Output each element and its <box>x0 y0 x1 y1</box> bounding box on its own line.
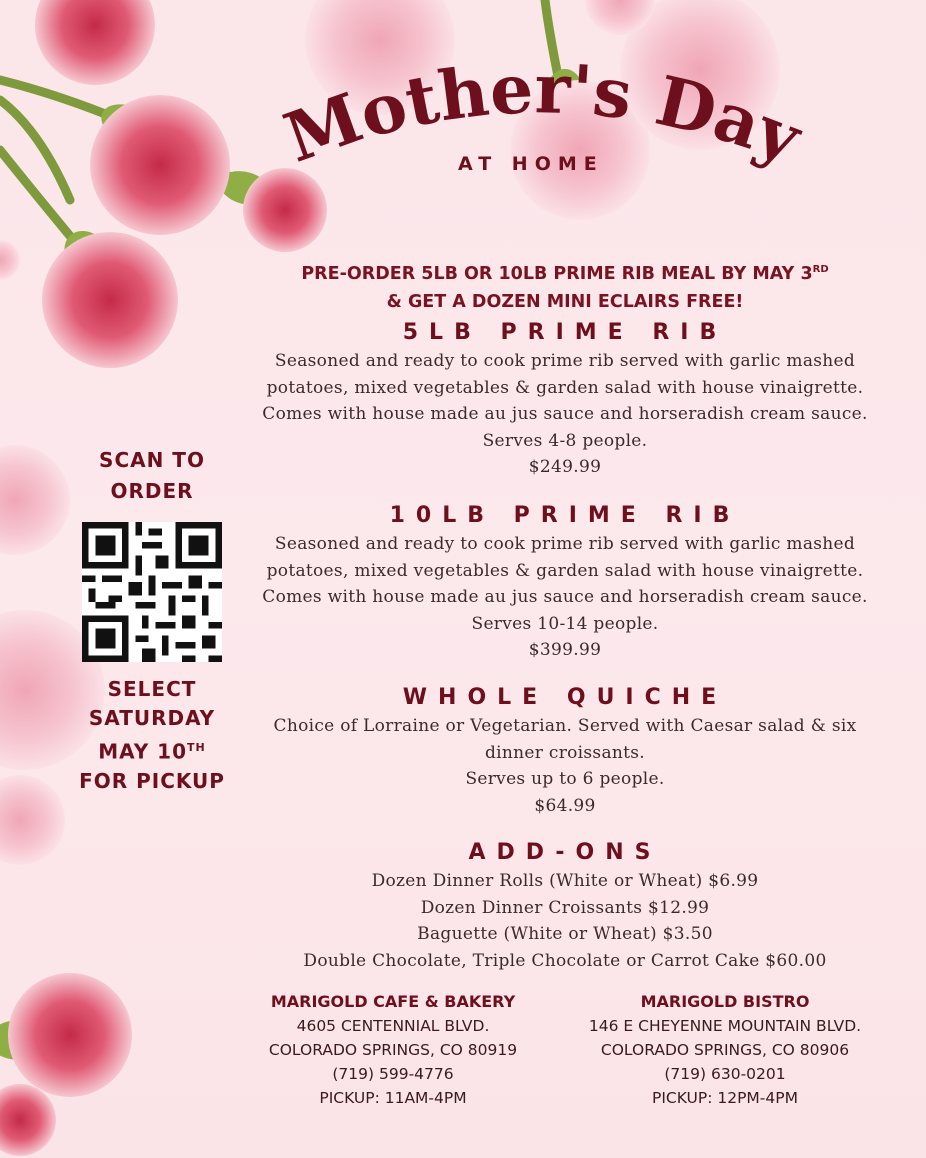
addon-item: Dozen Dinner Rolls (White or Wheat) $6.99 <box>371 871 759 891</box>
location-pickup-hours: PICKUP: 12PM-4PM <box>652 1089 798 1107</box>
location-name: MARIGOLD CAFE & BAKERY <box>270 992 516 1011</box>
menu-item-10lb-prime-rib <box>240 501 890 664</box>
description-line: Choice of Lorraine or Vegetarian. Served with Caesar salad & six <box>273 716 857 736</box>
section-heading: 5LB PRIME RIB <box>402 320 728 345</box>
promo-line1-suffix: RD <box>812 264 829 275</box>
menu-item-5lb-prime-rib <box>240 318 890 481</box>
section-heading: ADD-ONS <box>468 840 662 865</box>
section-heading: WHOLE QUICHE <box>402 685 728 710</box>
promo-line1: PRE-ORDER 5LB OR 10LB PRIME RIB MEAL BY MAY 3 <box>301 263 813 284</box>
pickup-date-label <box>62 675 242 796</box>
description-line: potatoes, mixed vegetables & garden salad with house vinaigrette. <box>266 560 864 581</box>
pickup-line: SATURDAY <box>88 706 216 730</box>
pickup-date-suffix: TH <box>187 741 206 754</box>
serves-text: Serves 10-14 people. <box>471 613 659 634</box>
addon-item: Dozen Dinner Croissants $12.99 <box>420 897 710 918</box>
serves-text: Serves 4-8 people. <box>482 430 648 451</box>
price: $249.99 <box>528 457 602 477</box>
description-line: Seasoned and ready to cook prime rib served with garlic mashed <box>274 534 856 554</box>
qr-code[interactable] <box>82 522 222 662</box>
scan-to-order-label <box>62 445 242 507</box>
addon-item: Baguette (White or Wheat) $3.50 <box>417 924 713 944</box>
addon-item: Double Chocolate, Triple Chocolate or Carrot Cake $60.00 <box>303 950 827 971</box>
svg-text:Mother's Day: Mother's Day <box>274 60 812 180</box>
page-subtitle: AT HOME <box>458 153 604 175</box>
menu-item-whole-quiche <box>240 683 890 819</box>
description-line: dinner croissants. <box>484 742 646 763</box>
promo-banner <box>250 256 880 316</box>
scan-line: SCAN TO <box>99 448 205 472</box>
description-line: potatoes, mixed vegetables & garden salad with house vinaigrette. <box>266 377 864 398</box>
price: $64.99 <box>534 795 596 816</box>
location-bistro <box>560 990 890 1110</box>
menu-addons <box>240 838 890 974</box>
page-title <box>240 60 840 210</box>
location-address: 4605 CENTENNIAL BLVD. <box>296 1017 490 1035</box>
location-address: 146 E CHEYENNE MOUNTAIN BLVD. <box>588 1017 862 1035</box>
description-line: Seasoned and ready to cook prime rib served with garlic mashed <box>274 351 856 371</box>
serves-text: Serves up to 6 people. <box>465 769 665 789</box>
location-city: COLORADO SPRINGS, CO 80919 <box>268 1041 518 1059</box>
location-cafe-bakery <box>228 990 558 1110</box>
scan-line: ORDER <box>110 479 194 503</box>
location-phone[interactable]: (719) 630-0201 <box>664 1065 786 1083</box>
location-city: COLORADO SPRINGS, CO 80906 <box>600 1041 850 1059</box>
pickup-line: FOR PICKUP <box>79 768 225 793</box>
promo-line2: & GET A DOZEN MINI ECLAIRS FREE! <box>386 291 744 312</box>
section-heading: 10LB PRIME RIB <box>389 503 741 528</box>
location-phone[interactable]: (719) 599-4776 <box>332 1065 454 1083</box>
pickup-line: SELECT <box>107 677 197 701</box>
location-pickup-hours: PICKUP: 11AM-4PM <box>319 1089 467 1107</box>
description-line: Comes with house made au jus sauce and horseradish cream sauce. <box>262 404 868 424</box>
pickup-line: MAY 10 <box>98 739 188 764</box>
location-name: MARIGOLD BISTRO <box>640 992 810 1011</box>
price: $399.99 <box>528 640 602 660</box>
description-line: Comes with house made au jus sauce and horseradish cream sauce. <box>262 587 868 607</box>
